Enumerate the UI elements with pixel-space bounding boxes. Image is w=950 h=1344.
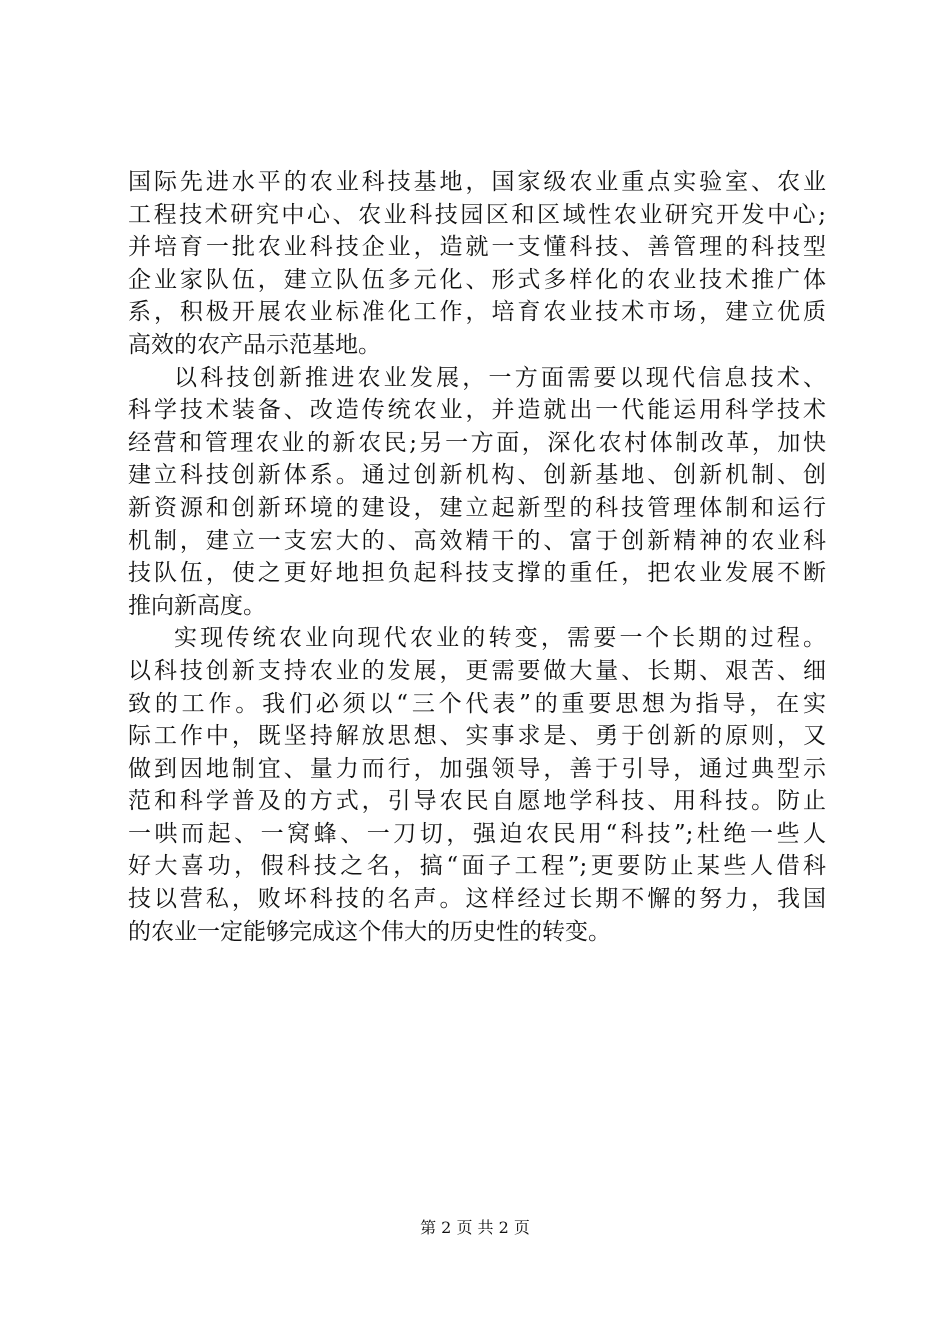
text-line: 以科技创新支持农业的发展，更需要做大量、长期、艰苦、细 [128, 657, 826, 684]
text-line: 机制，建立一支宏大的、高效精干的、富于创新精神的农业科 [128, 527, 826, 554]
text-line: 以科技创新推进农业发展，一方面需要以现代信息技术、 [174, 364, 826, 391]
text-line: 好大喜功，假科技之名，搞“面子工程”;更要防止某些人借科 [128, 853, 826, 880]
text-line: 经营和管理农业的新农民;另一方面，深化农村体制改革，加快 [128, 429, 826, 456]
text-line: 技以营私，败坏科技的名声。这样经过长期不懈的努力，我国 [128, 886, 826, 913]
text-line: 范和科学普及的方式，引导农民自愿地学科技、用科技。防止 [128, 788, 826, 815]
paragraph [128, 166, 826, 362]
text-line: 一哄而起、一窝蜂、一刀切，强迫农民用“科技”;杜绝一些人 [128, 820, 826, 847]
text-line: 系，积极开展农业标准化工作，培育农业技术市场，建立优质 [128, 299, 826, 326]
text-line: 建立科技创新体系。通过创新机构、创新基地、创新机制、创 [128, 462, 826, 489]
text-line: 技队伍，使之更好地担负起科技支撑的重任，把农业发展不断 [128, 560, 826, 587]
text-line: 企业家队伍，建立队伍多元化、形式多样化的农业技术推广体 [128, 266, 826, 293]
text-line: 高效的农产品示范基地。 [128, 331, 381, 358]
paragraph [128, 622, 826, 948]
text-line: 新资源和创新环境的建设，建立起新型的科技管理体制和运行 [128, 494, 826, 521]
text-line: 国际先进水平的农业科技基地，国家级农业重点实验室、农业 [128, 169, 826, 195]
text-line: 工程技术研究中心、农业科技园区和区域性农业研究开发中心; [128, 201, 826, 228]
page-footer: 第 2 页 共 2 页 [420, 1218, 530, 1237]
text-line: 际工作中，既坚持解放思想、实事求是、勇于创新的原则，又 [128, 723, 826, 750]
text-line: 致的工作。我们必须以“三个代表”的重要思想为指导，在实 [128, 690, 826, 717]
text-line: 做到因地制宜、量力而行，加强领导，善于引导，通过典型示 [128, 755, 826, 782]
text-line: 实现传统农业向现代农业的转变，需要一个长期的过程。 [174, 625, 826, 652]
paragraph [128, 362, 826, 623]
text-line: 推向新高度。 [128, 592, 266, 619]
text-line: 并培育一批农业科技企业，造就一支懂科技、善管理的科技型 [128, 234, 826, 261]
text-line: 科学技术装备、改造传统农业，并造就出一代能运用科学技术 [128, 397, 826, 424]
document-body [128, 166, 826, 948]
text-line: 的农业一定能够完成这个伟大的历史性的转变。 [128, 918, 611, 945]
